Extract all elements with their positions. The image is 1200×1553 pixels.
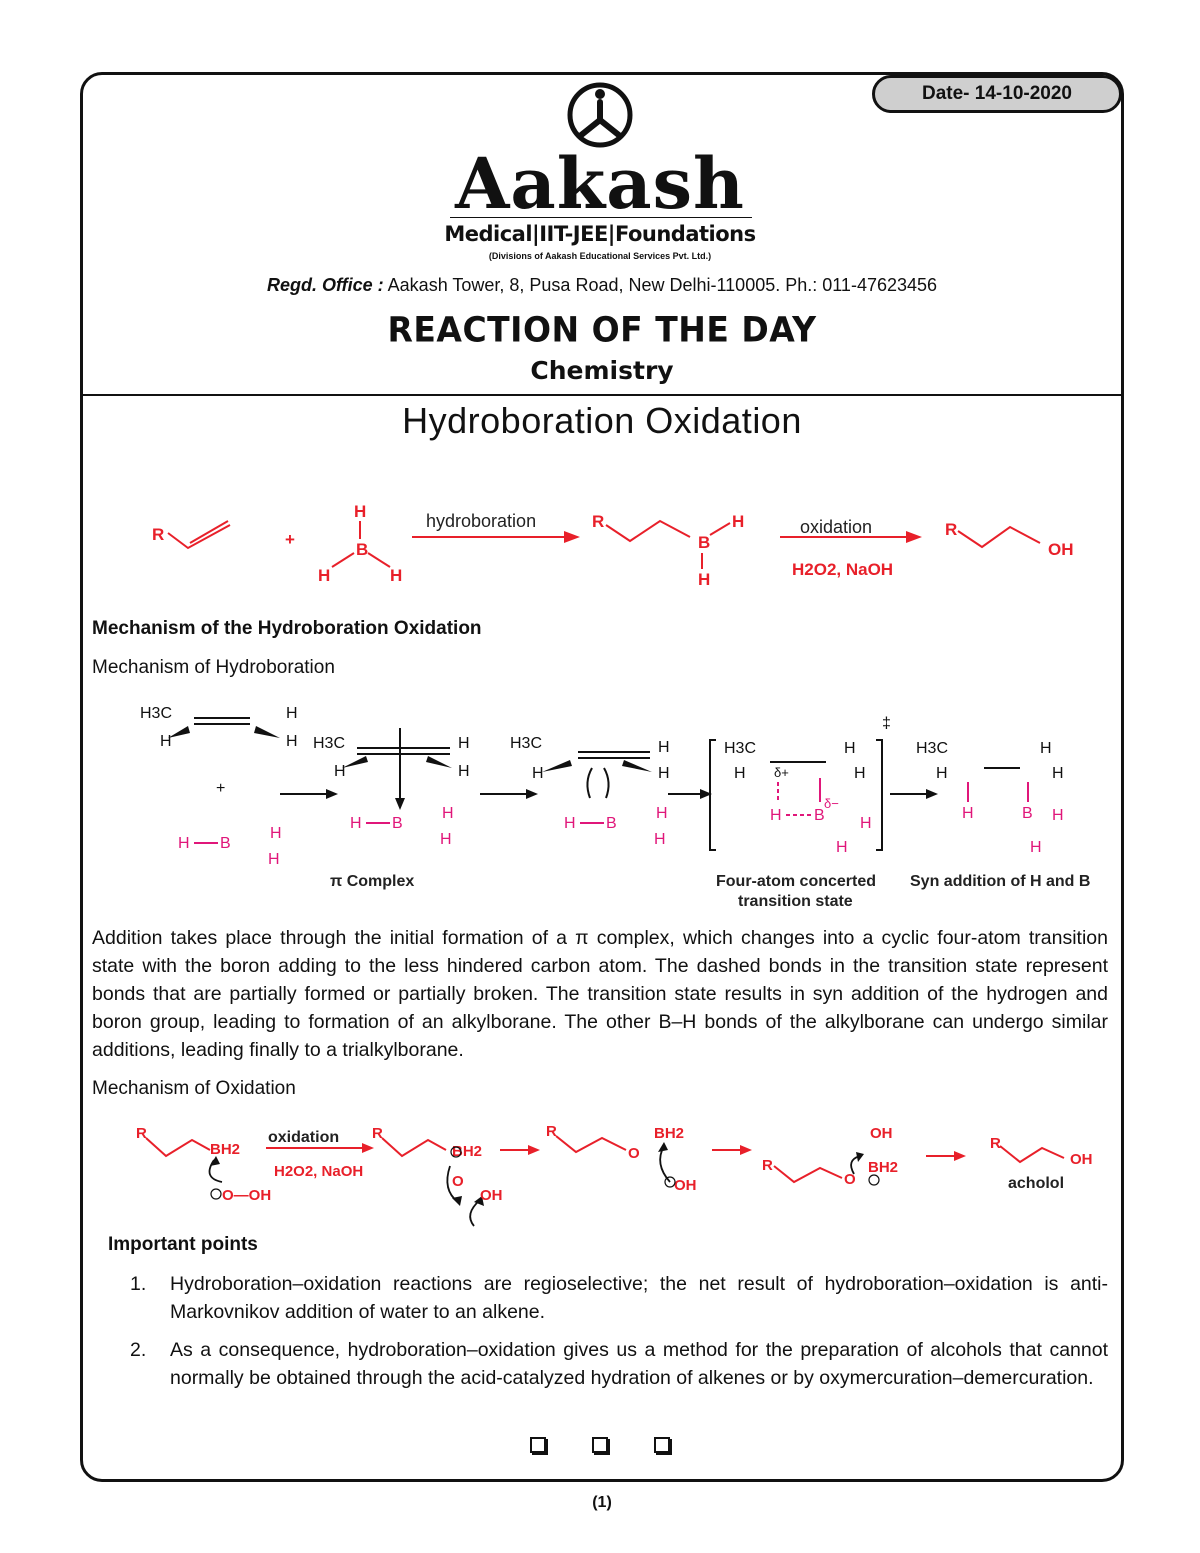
hydroboration-mechanism-diagram (130, 698, 1110, 913)
hb-pink-h3: H (268, 851, 280, 868)
point-number: 2. (130, 1339, 147, 1361)
hb-h3c-1: H3C (140, 705, 173, 722)
hb-pink-h13: H (962, 805, 974, 822)
ox-r5: R (990, 1135, 1001, 1152)
hb-h-2b: H (334, 763, 346, 780)
scheme-r-label: R (152, 525, 165, 544)
hb-pink-h15: H (1030, 839, 1042, 856)
hb-pink-h11: H (860, 815, 872, 832)
ox-r4: R (762, 1157, 773, 1174)
hb-pink-h6: H (440, 831, 452, 848)
list-item (130, 1336, 1108, 1392)
scheme-h2b: H (698, 570, 711, 589)
hydroboration-mechanism-heading: Mechanism of Hydroboration (92, 657, 335, 678)
scheme-r3: R (945, 520, 958, 539)
hb-pink-h10: H (770, 807, 782, 824)
aakash-logo (440, 80, 760, 270)
pi-complex-label: π Complex (330, 873, 415, 890)
hb-pink-b2: B (392, 815, 403, 832)
brand-rule (450, 217, 752, 218)
ox-oh-5: OH (1070, 1151, 1093, 1168)
point-text: As a consequence, hydroboration–oxidation gives us a method for the preparation of alcohols that cannot normally be obtained through the acid-catalyzed hydration of alkenes or by oxymercuration–demercuration. (170, 1339, 1108, 1389)
ox-reagent: H2O2, NaOH (274, 1163, 364, 1180)
ts-label-line2: transition state (738, 893, 853, 910)
page-number: (1) (592, 1494, 612, 1511)
scheme-r2: R (592, 512, 605, 531)
hb-pink-h4: H (350, 815, 362, 832)
ox-oxidation-label: oxidation (268, 1129, 340, 1146)
hb-h-4c: H (854, 765, 866, 782)
ox-r2: R (372, 1125, 383, 1142)
important-points-heading: Important points (108, 1234, 258, 1255)
hb-h-3b: H (532, 765, 544, 782)
hb-pink-h14: H (1052, 807, 1064, 824)
hb-h-2c: H (458, 763, 470, 780)
oxidation-mechanism-heading: Mechanism of Oxidation (92, 1078, 296, 1099)
hb-pink-h7: H (564, 815, 576, 832)
hb-pink-h5: H (442, 805, 454, 822)
hb-h-5a: H (1040, 740, 1052, 757)
hb-pink-h8: H (656, 805, 668, 822)
hb-h3c-4: H3C (724, 740, 757, 757)
mechanism-paragraph: Addition takes place through the initial formation of a π complex, which changes into a cyclic four-atom transition state with the boron adding to the less hindered carbon atom. The dashed bonds in the transition state represent bonds that are partially formed or partially broken. The transition state results in syn addition of the hydrogen and boron group, leading to formation of an alkylborane. The other B–H bonds of the alkylborane can undergo similar additions, leading finally to a trialkylborane. (92, 927, 1108, 1061)
scheme-h-top: H (354, 502, 367, 521)
brand-name: Aakash (455, 142, 745, 225)
important-points-list (130, 1270, 1108, 1402)
ox-ooh: O—OH (222, 1187, 272, 1204)
hb-h3c-5: H3C (916, 740, 949, 757)
hb-delta-minus: δ− (824, 796, 839, 811)
hb-dagger: ‡ (882, 715, 891, 732)
ox-o-2: O (452, 1173, 464, 1190)
subject-title: Chemistry (530, 356, 674, 385)
scheme-hydroboration-label: hydroboration (426, 511, 537, 531)
scheme-b2: B (698, 533, 711, 552)
hb-h-1a: H (286, 705, 298, 722)
regd-label: Regd. Office : (266, 275, 384, 295)
hb-h-3a: H (658, 739, 670, 756)
registered-office (80, 275, 1124, 296)
square-bullet-icon (530, 1437, 546, 1453)
hb-h-1b: H (160, 733, 172, 750)
ox-oh-3: OH (674, 1177, 697, 1194)
page-title: Hydroboration Oxidation (402, 400, 802, 441)
ox-oh-4: OH (870, 1125, 893, 1142)
point-text: Hydroboration–oxidation reactions are regioselective; the net result of hydroboration–oxidation is anti-Markovnikov addition of water to an alkene. (170, 1273, 1108, 1323)
hb-pink-b5: B (1022, 805, 1033, 822)
ox-bh2-2: BH2 (452, 1143, 483, 1160)
hb-pink-b3: B (606, 815, 617, 832)
ox-r1: R (136, 1125, 147, 1142)
hb-h-3c: H (658, 765, 670, 782)
hb-pink-b4: B (814, 807, 825, 824)
scheme-plus: + (285, 530, 295, 549)
hb-h-4a: H (844, 740, 856, 757)
scheme-oh: OH (1048, 540, 1074, 559)
hb-h-1c: H (286, 733, 298, 750)
header-divider (80, 394, 1124, 396)
scheme-h-left: H (318, 566, 331, 585)
hb-h-5b: H (936, 765, 948, 782)
mechanism-heading: Mechanism of the Hydroboration Oxidation (92, 618, 482, 639)
square-bullet-icon (592, 1437, 608, 1453)
end-of-page-marks (530, 1437, 670, 1453)
square-bullet-icon (654, 1437, 670, 1453)
point-number: 1. (130, 1273, 147, 1295)
oxidation-mechanism-diagram (130, 1118, 1110, 1228)
brand-division: (Divisions of Aakash Educational Services Pvt. Ltd.) (488, 251, 712, 261)
ox-r3: R (546, 1123, 557, 1140)
hb-h3c-2: H3C (313, 735, 346, 752)
hb-plus: + (216, 780, 226, 797)
scheme-h2a: H (732, 512, 745, 531)
hb-pink-h1: H (178, 835, 190, 852)
scheme-h-right: H (390, 566, 403, 585)
hb-h-2a: H (458, 735, 470, 752)
hb-h3c-3: H3C (510, 735, 543, 752)
banner-title: REACTION OF THE DAY (387, 309, 817, 350)
syn-addition-label: Syn addition of H and B (910, 873, 1091, 890)
regd-address: Aakash Tower, 8, Pusa Road, New Delhi-110005. Ph.: 011-47623456 (383, 275, 938, 295)
aakash-emblem-icon (440, 80, 760, 150)
hb-h-5c: H (1052, 765, 1064, 782)
hb-pink-h12: H (836, 839, 848, 856)
hb-pink-h2: H (270, 825, 282, 842)
scheme-b: B (356, 540, 369, 559)
scheme-oxidation-label: oxidation (800, 517, 873, 537)
ox-o-4: O (844, 1171, 856, 1188)
date-badge: Date- 14-10-2020 (872, 75, 1122, 113)
ox-product-label: acholol (1008, 1175, 1065, 1192)
ox-oh-2: OH (480, 1187, 503, 1204)
hb-h-4b: H (734, 765, 746, 782)
hb-pink-b1: B (220, 835, 231, 852)
ox-o-3: O (628, 1145, 640, 1162)
list-item (130, 1270, 1108, 1326)
ox-bh2-1: BH2 (210, 1141, 241, 1158)
scheme-reagent: H2O2, NaOH (792, 560, 894, 579)
hb-pink-h9: H (654, 831, 666, 848)
overall-reaction-scheme (140, 495, 1090, 595)
hb-delta-plus: δ+ (774, 765, 789, 780)
ts-label-line1: Four-atom concerted (716, 873, 877, 890)
ox-bh2-4: BH2 (868, 1159, 899, 1176)
brand-tagline: Medical|IIT-JEE|Foundations (444, 222, 756, 246)
ox-bh2-3: BH2 (654, 1125, 685, 1142)
